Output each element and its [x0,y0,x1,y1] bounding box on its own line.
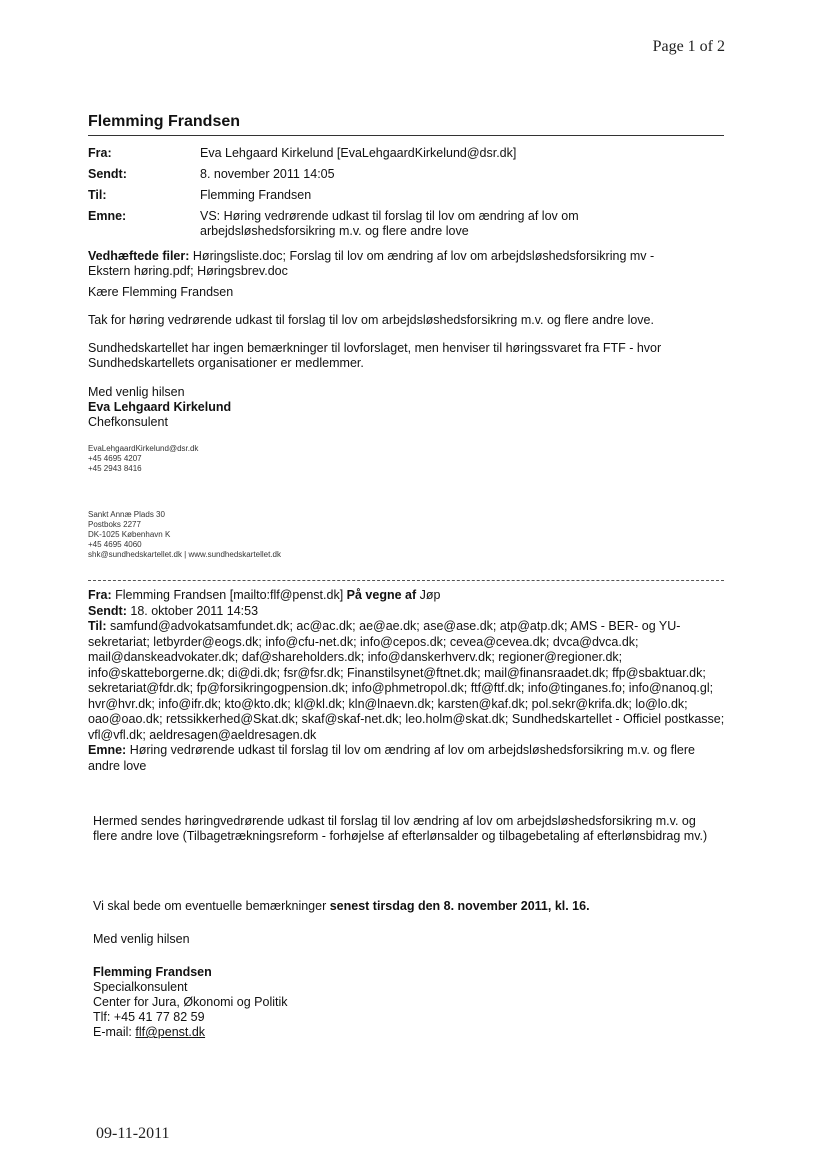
fwd-sender-name: Flemming Frandsen [93,965,212,979]
header-divider [88,135,724,136]
mailbox-owner-name: Flemming Frandsen [88,113,241,130]
forward-divider [88,580,724,581]
sent-value: 8. november 2011 14:05 [200,167,335,181]
fwd-subject-value: Høring vedrørende udkast til forslag til lov om ændring af lov om arbejdsløshedsforsikring m.v. og flere andre love [88,743,695,773]
greeting: Kære Flemming Frandsen [88,285,234,299]
fwd-deadline: senest tirsdag den 8. november 2011, kl. 16. [329,899,590,913]
sender-name: Eva Lehgaard Kirkelund [88,400,232,414]
fwd-email-line [93,1025,723,1040]
signature-phone-2: +45 2943 8416 [88,464,142,473]
fwd-email-link[interactable]: flf@penst.dk [135,1025,206,1039]
signature-email: EvaLehgaardKirkelund@dsr.dk [88,444,199,453]
fwd-phone: Tlf: +45 41 77 82 59 [93,1010,205,1024]
address-line-1: Sankt Annæ Plads 30 [88,510,165,519]
sent-label: Sendt: [88,167,127,181]
fwd-paragraph-2 [93,899,723,914]
address-phone: +45 4695 4060 [88,540,142,549]
closing: Med venlig hilsen [88,385,185,399]
signature-address [88,510,728,560]
fwd-from-label: Fra: [88,588,112,602]
fwd-closing: Med venlig hilsen [93,932,190,946]
fwd-on-behalf-label: På vegne af [346,588,417,602]
fwd-sent-label: Sendt: [88,603,127,618]
attachments-value: Høringsliste.doc; Forslag til lov om ændring af lov om arbejdsløshedsforsikring mv - Ekstern høring.pdf; Høringsbrev.doc [88,249,655,278]
address-line-2: Postboks 2277 [88,520,141,529]
subject-label: Emne: [88,209,127,223]
forwarded-header [88,588,728,774]
page-number: Page 1 of 2 [652,38,725,55]
fwd-paragraph-1: Hermed sendes høringvedrørende udkast til forslag til lov ændring af lov om arbejdsløshedsforsikring m.v. og flere andre love (Tilbagetrækningsreform - forhøjelse af efterlønsalder og tilbagebetaling af efterlønsbidrag mv.) [93,814,708,843]
attachments-row [88,239,700,279]
address-line-3: DK-1025 København K [88,530,171,539]
footer-date: 09-11-2011 [96,1125,170,1142]
fwd-from-line [88,588,728,604]
address-web: shk@sundhedskartellet.dk | www.sundhedskartellet.dk [88,550,281,559]
fwd-department: Center for Jura, Økonomi og Politik [93,995,288,1009]
sender-title: Chefkonsulent [88,415,168,429]
email-header [88,146,700,279]
message-body [88,285,728,560]
fwd-paragraph-2-prefix: Vi skal bede om eventuelle bemærkninger [93,899,327,913]
to-value: Flemming Frandsen [200,188,312,202]
from-label: Fra: [88,146,112,160]
fwd-sent-value: 18. oktober 2011 14:53 [130,603,259,618]
body-paragraph-2: Sundhedskartellet har ingen bemærkninger til lovforslaget, men henviser til høringssvaret fra FTF - hvor Sundhedskartellets organisationer er medlemmer. [88,341,662,370]
forwarded-body [93,814,723,1040]
fwd-sender-title: Specialkonsulent [93,980,188,994]
from-value: Eva Lehgaard Kirkelund [EvaLehgaardKirkelund@dsr.dk] [200,146,517,160]
fwd-from-value: Flemming Frandsen [mailto:flf@penst.dk] [115,588,344,602]
to-label: Til: [88,188,107,202]
attachments-label: Vedhæftede filer: [88,249,190,263]
fwd-sent-line [88,604,728,620]
fwd-subject-line [88,743,728,774]
subject-value: VS: Høring vedrørende udkast til forslag til lov om ændring af lov om arbejdsløshedsforsikring m.v. og flere andre love [200,209,579,238]
fwd-to-value: samfund@advokatsamfundet.dk; ac@ac.dk; ae@ae.dk; ase@ase.dk; atp@atp.dk; AMS - BER- og YU-sekretariat; letbyrder@eogs.dk; info@cfu-net.dk; info@cepos.dk; cevea@cevea.dk; dvca@dvca.dk; mail@danskeadvokater.dk; daf@shareholders.dk; info@danskerhverv.dk; regioner@regioner.dk; info@skatteborgerne.dk; di@di.dk; fsr@fsr.dk; Finanstilsynet@ftnet.dk; mail@finansraadet.dk; ffp@sbaktuar.dk; sekretariat@fdr.dk; fp@forsikringogpension.dk; info@phmetropol.dk; ftf@ftf.dk; info@tinganes.fo; info@nanoq.gl; hvr@hvr.dk; info@ifr.dk; kto@kto.dk; kl@kl.dk; kln@lnaevn.dk; karsten@kaf.dk; pol.sekr@krifa.dk; lo@lo.dk; oao@oao.dk; retssikkerhed@Skat.dk; skaf@skaf-net.dk; leo.holm@skat.dk; Sundhedskartellet - Officiel postkasse; vfl@vfl.dk; aeldresagen@aeldresagen.dk [88,619,725,742]
fwd-to-line [88,619,728,743]
fwd-subject-label: Emne: [88,743,127,757]
fwd-email-prefix: E-mail: [93,1025,132,1039]
body-paragraph-1: Tak for høring vedrørende udkast til forslag til lov om arbejdsløshedsforsikring m.v. og flere andre love. [88,313,654,327]
fwd-to-label: Til: [88,619,107,633]
signature-contact [88,444,728,474]
fwd-on-behalf-value: Jøp [419,588,441,602]
signature-phone-1: +45 4695 4207 [88,454,142,463]
